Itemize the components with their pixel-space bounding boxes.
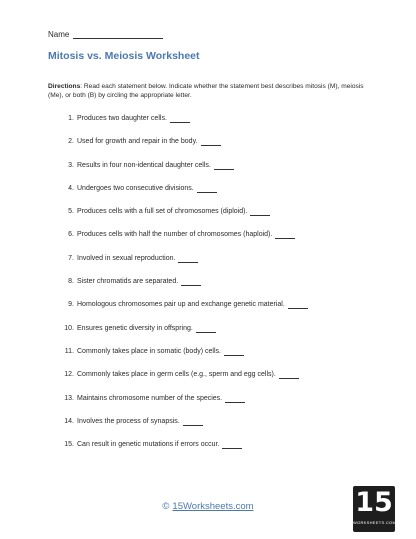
answer-blank[interactable] [196,325,216,333]
directions-text: : Read each statement below. Indicate whether the statement best describes mitosis (M), meiosis (Me), or both (B) by circling the appropriate letter. [48,83,364,99]
question-number: 7. [68,254,74,262]
question-number: 8. [68,278,74,286]
question-number: 1. [68,115,74,122]
question-text: Maintains chromosome number of the species. [77,394,223,402]
question-number: 4. [68,184,74,192]
answer-blank[interactable] [170,115,190,123]
name-row [48,30,163,39]
question-number: 10. [64,324,74,332]
brand-logo [353,486,395,532]
worksheet-title: Mitosis vs. Meiosis Worksheet [48,50,200,62]
answer-blank[interactable] [288,301,308,309]
question-number: 11. [64,347,74,355]
answer-blank[interactable] [224,348,244,356]
question-text: Results in four non-identical daughter cells. [77,161,211,169]
question-text: Involved in sexual reproduction. [77,254,176,262]
question-number: 5. [68,208,74,216]
question-number: 2. [68,138,74,146]
question-number: 9. [68,301,74,309]
question-item [60,441,308,464]
answer-blank[interactable] [214,162,234,170]
question-text: Undergoes two consecutive divisions. [77,184,194,192]
answer-blank[interactable] [250,208,270,216]
question-item [60,418,308,441]
question-list [60,115,308,464]
answer-blank[interactable] [225,395,245,403]
answer-blank[interactable] [197,185,217,193]
question-number: 13. [64,394,74,402]
question-item [60,185,308,208]
question-number: 12. [64,371,74,379]
question-item [60,231,308,254]
question-text: Produces two daughter cells. [77,115,167,122]
question-text: Used for growth and repair in the body. [77,138,198,146]
question-item [60,255,308,278]
answer-blank[interactable] [201,138,221,146]
directions [48,82,374,100]
question-text: Commonly takes place in somatic (body) cells. [77,347,221,355]
question-item [60,208,308,231]
directions-label: Directions [48,83,81,90]
question-item [60,395,308,418]
answer-blank[interactable] [275,231,295,239]
name-field[interactable] [73,30,163,39]
answer-blank[interactable] [178,255,198,263]
site-link[interactable]: 15Worksheets.com [172,501,254,512]
question-item [60,325,308,348]
question-number: 14. [64,417,74,425]
question-text: Produces cells with half the number of chromosomes (haploid). [77,231,273,239]
question-text: Sister chromatids are separated. [77,278,179,286]
question-item [60,301,308,324]
copyright-icon: © [162,501,170,512]
answer-blank[interactable] [279,371,299,379]
question-text: Ensures genetic diversity in offspring. [77,324,193,332]
question-item [60,162,308,185]
question-item [60,371,308,394]
answer-blank[interactable] [222,441,242,449]
answer-blank[interactable] [183,418,203,426]
question-number: 15. [64,441,74,449]
question-item [60,115,308,138]
answer-blank[interactable] [181,278,201,286]
question-text: Involves the process of synapsis. [77,417,180,425]
question-number: 3. [68,161,74,169]
logo-number: 15 [355,487,393,518]
question-item [60,278,308,301]
question-text: Can result in genetic mutations if errors occur. [77,441,220,449]
question-number: 6. [68,231,74,239]
logo-subtext: WORKSHEETS.COM [353,520,397,525]
name-label: Name [48,30,70,39]
question-item [60,138,308,161]
question-text: Homologous chromosomes pair up and exchange genetic material. [77,301,285,309]
question-item [60,348,308,371]
question-text: Commonly takes place in germ cells (e.g., sperm and egg cells). [77,371,276,379]
question-text: Produces cells with a full set of chromosomes (diploid). [77,208,248,216]
